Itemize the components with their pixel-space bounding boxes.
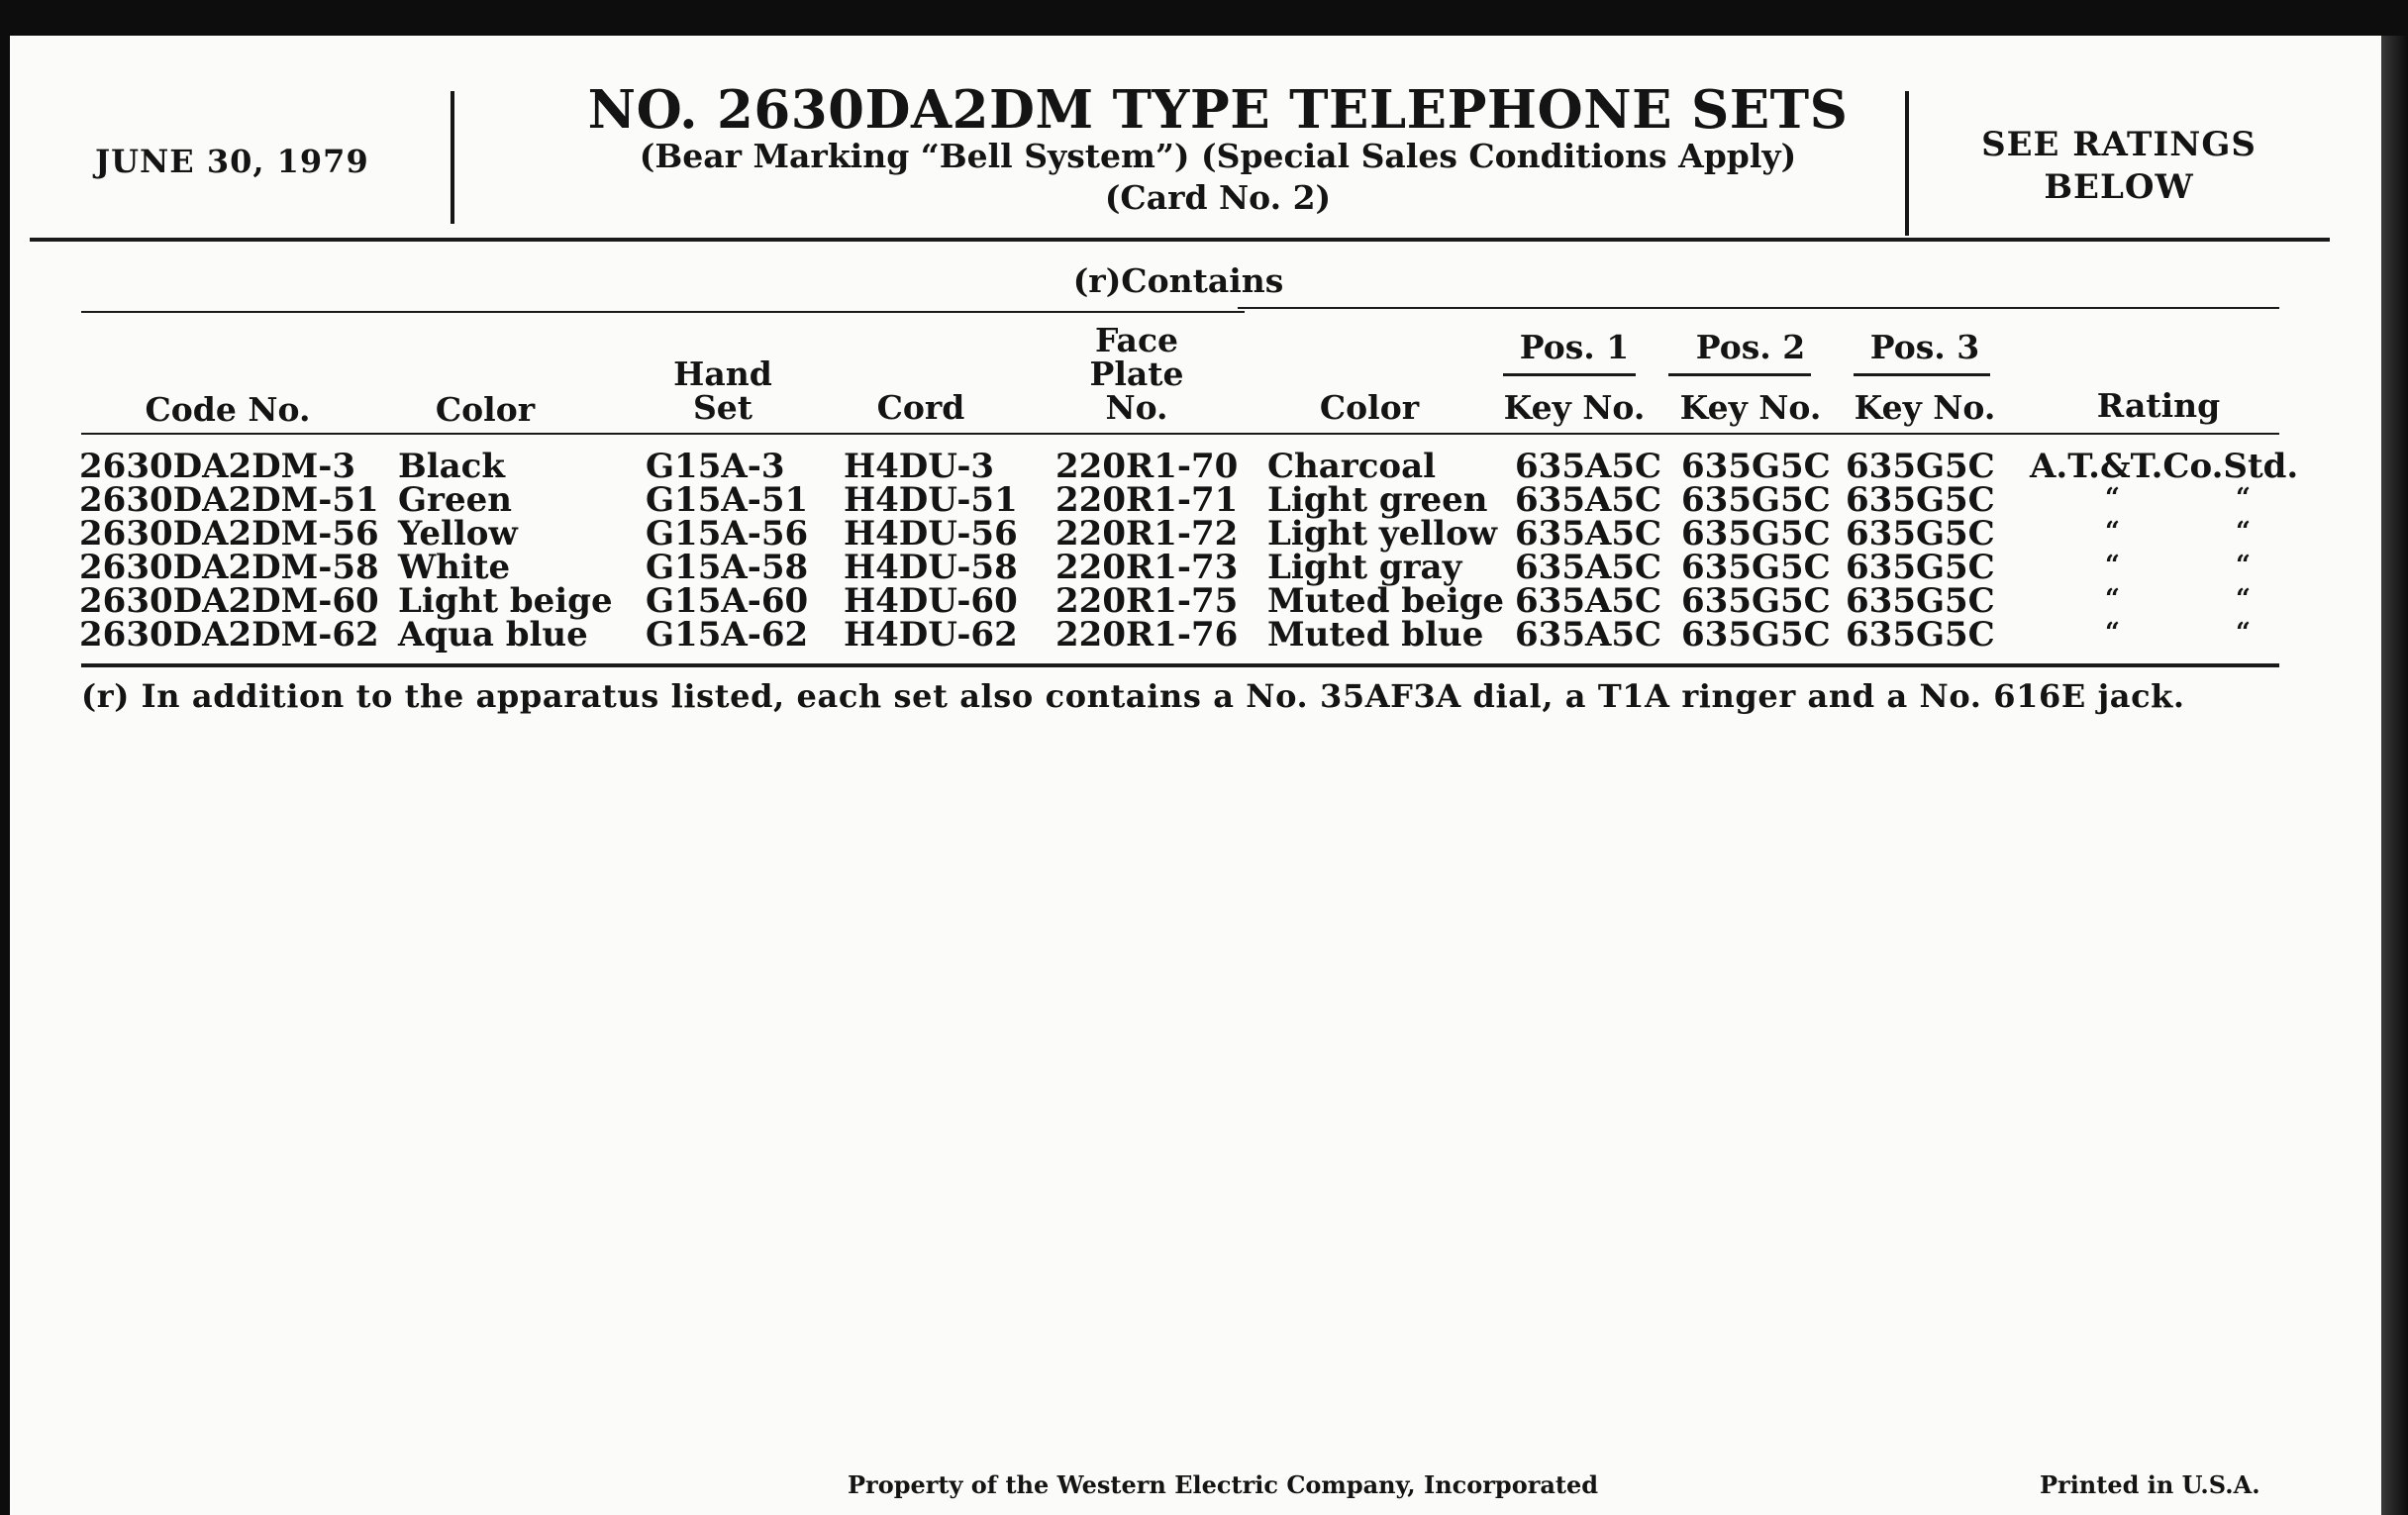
cell-face-color: Light green: [1267, 480, 1488, 520]
cell-cord: H4DU-3: [844, 447, 995, 486]
contains-rule-left: [81, 311, 1245, 313]
cell-code-no: 2630DA2DM-62: [79, 615, 379, 655]
cell-color: Light beige: [398, 581, 613, 621]
cell-rating-ditto-left: “: [2105, 584, 2120, 614]
cell-rating-ditto-right: “: [2236, 551, 2251, 580]
cell-pos3-key: 635G5C: [1846, 615, 1995, 655]
header-rule: [30, 238, 2330, 242]
col-header-face-plate-line2: Plate: [1089, 354, 1184, 393]
col-header-face-plate-line1: Face: [1094, 321, 1179, 359]
header-divider-left: [451, 91, 454, 224]
cell-rating-ditto-right: “: [2236, 584, 2251, 614]
card-date: JUNE 30, 1979: [95, 143, 369, 180]
cell-face-color: Light yellow: [1267, 514, 1498, 554]
cell-pos3-key: 635G5C: [1846, 480, 1995, 520]
col-header-hand-set-line2: Set: [692, 388, 753, 427]
col-header-pos2-key: Key No.: [1679, 388, 1822, 427]
cell-cord: H4DU-51: [844, 480, 1018, 520]
col-header-rating: Rating: [2096, 386, 2221, 425]
cell-rating-ditto-right: “: [2236, 483, 2251, 513]
footnote: (r) In addition to the apparatus listed, each set also contains a No. 35AF3A dial, a T1A ringer and a No. 616E jack.: [81, 677, 2185, 715]
contains-label: (r)Contains: [1072, 261, 1284, 300]
cell-cord: H4DU-60: [844, 581, 1018, 621]
cell-rating-ditto-left: “: [2105, 618, 2120, 648]
contains-rule-right: [1238, 307, 2279, 309]
cell-cord: H4DU-62: [844, 615, 1018, 655]
page-title: NO. 2630DA2DM TYPE TELEPHONE SETS: [587, 79, 1849, 141]
cell-color: Green: [398, 480, 512, 520]
pos3-rule: [1854, 373, 1990, 376]
cell-face-color: Muted blue: [1267, 615, 1484, 655]
cell-pos1-key: 635A5C: [1515, 548, 1662, 587]
page-subtitle: (Bear Marking “Bell System”) (Special Sales Conditions Apply): [639, 137, 1797, 175]
index-card: [10, 36, 2381, 1515]
cell-hand-set: G15A-62: [646, 615, 809, 655]
card-edge-shadow: [2381, 36, 2408, 1515]
col-header-hand-set-line1: Hand: [673, 354, 772, 393]
col-header-pos2: Pos. 2: [1695, 328, 1806, 366]
cell-face-color: Muted beige: [1267, 581, 1505, 621]
cell-hand-set: G15A-56: [646, 514, 809, 554]
cell-rating-ditto-left: “: [2105, 483, 2120, 513]
cell-code-no: 2630DA2DM-3: [79, 447, 356, 486]
cell-pos3-key: 635G5C: [1846, 514, 1995, 554]
cell-rating-ditto-left: “: [2105, 551, 2120, 580]
card-number: (Card No. 2): [1104, 178, 1332, 217]
cell-code-no: 2630DA2DM-60: [79, 581, 379, 621]
cell-color: Aqua blue: [398, 615, 588, 655]
col-header-pos1-key: Key No.: [1503, 388, 1646, 427]
cell-pos1-key: 635A5C: [1515, 480, 1662, 520]
cell-pos2-key: 635G5C: [1681, 480, 1831, 520]
cell-rating: A.T.&T.Co.Std.: [2030, 447, 2299, 486]
cell-hand-set: G15A-3: [646, 447, 785, 486]
cell-face-plate: 220R1-76: [1055, 615, 1239, 655]
col-header-face-color: Color: [1319, 388, 1420, 427]
cell-pos2-key: 635G5C: [1681, 447, 1831, 486]
cell-pos1-key: 635A5C: [1515, 447, 1662, 486]
cell-rating-ditto-left: “: [2105, 517, 2120, 547]
table-bottom-rule: [81, 663, 2279, 667]
cell-code-no: 2630DA2DM-56: [79, 514, 379, 554]
cell-face-plate: 220R1-72: [1055, 514, 1239, 554]
col-header-pos1: Pos. 1: [1519, 328, 1630, 366]
pos1-rule: [1503, 373, 1636, 376]
col-header-pos3-key: Key No.: [1854, 388, 1996, 427]
cell-face-color: Light gray: [1267, 548, 1462, 587]
cell-hand-set: G15A-58: [646, 548, 809, 587]
cell-pos3-key: 635G5C: [1846, 581, 1995, 621]
cell-code-no: 2630DA2DM-58: [79, 548, 379, 587]
cell-pos1-key: 635A5C: [1515, 615, 1662, 655]
cell-face-plate: 220R1-75: [1055, 581, 1239, 621]
cell-face-color: Charcoal: [1267, 447, 1437, 486]
cell-pos3-key: 635G5C: [1846, 447, 1995, 486]
col-header-cord: Cord: [876, 388, 965, 427]
cell-pos1-key: 635A5C: [1515, 581, 1662, 621]
cell-face-plate: 220R1-70: [1055, 447, 1239, 486]
col-header-color: Color: [435, 390, 536, 429]
cell-pos2-key: 635G5C: [1681, 548, 1831, 587]
ratings-note: SEE RATINGS BELOW: [1981, 125, 2257, 207]
cell-code-no: 2630DA2DM-51: [79, 480, 379, 520]
cell-color: Yellow: [398, 514, 518, 554]
cell-cord: H4DU-58: [844, 548, 1018, 587]
col-header-code-no: Code No.: [145, 390, 311, 429]
cell-color: White: [398, 548, 511, 587]
col-header-face-plate-line3: No.: [1105, 388, 1168, 427]
cell-face-plate: 220R1-71: [1055, 480, 1239, 520]
cell-hand-set: G15A-51: [646, 480, 809, 520]
cell-pos1-key: 635A5C: [1515, 514, 1662, 554]
cell-cord: H4DU-56: [844, 514, 1018, 554]
cell-face-plate: 220R1-73: [1055, 548, 1239, 587]
cell-pos2-key: 635G5C: [1681, 615, 1831, 655]
column-header-rule: [81, 433, 2279, 435]
printed-notice: Printed in U.S.A.: [2040, 1470, 2260, 1499]
pos2-rule: [1668, 373, 1811, 376]
property-notice: Property of the Western Electric Company, Incorporated: [848, 1470, 1599, 1499]
cell-rating-ditto-right: “: [2236, 618, 2251, 648]
col-header-pos3: Pos. 3: [1869, 328, 1980, 366]
cell-rating-ditto-right: “: [2236, 517, 2251, 547]
cell-pos3-key: 635G5C: [1846, 548, 1995, 587]
cell-pos2-key: 635G5C: [1681, 514, 1831, 554]
cell-pos2-key: 635G5C: [1681, 581, 1831, 621]
cell-color: Black: [398, 447, 505, 486]
header-divider-right: [1905, 91, 1909, 236]
cell-hand-set: G15A-60: [646, 581, 809, 621]
